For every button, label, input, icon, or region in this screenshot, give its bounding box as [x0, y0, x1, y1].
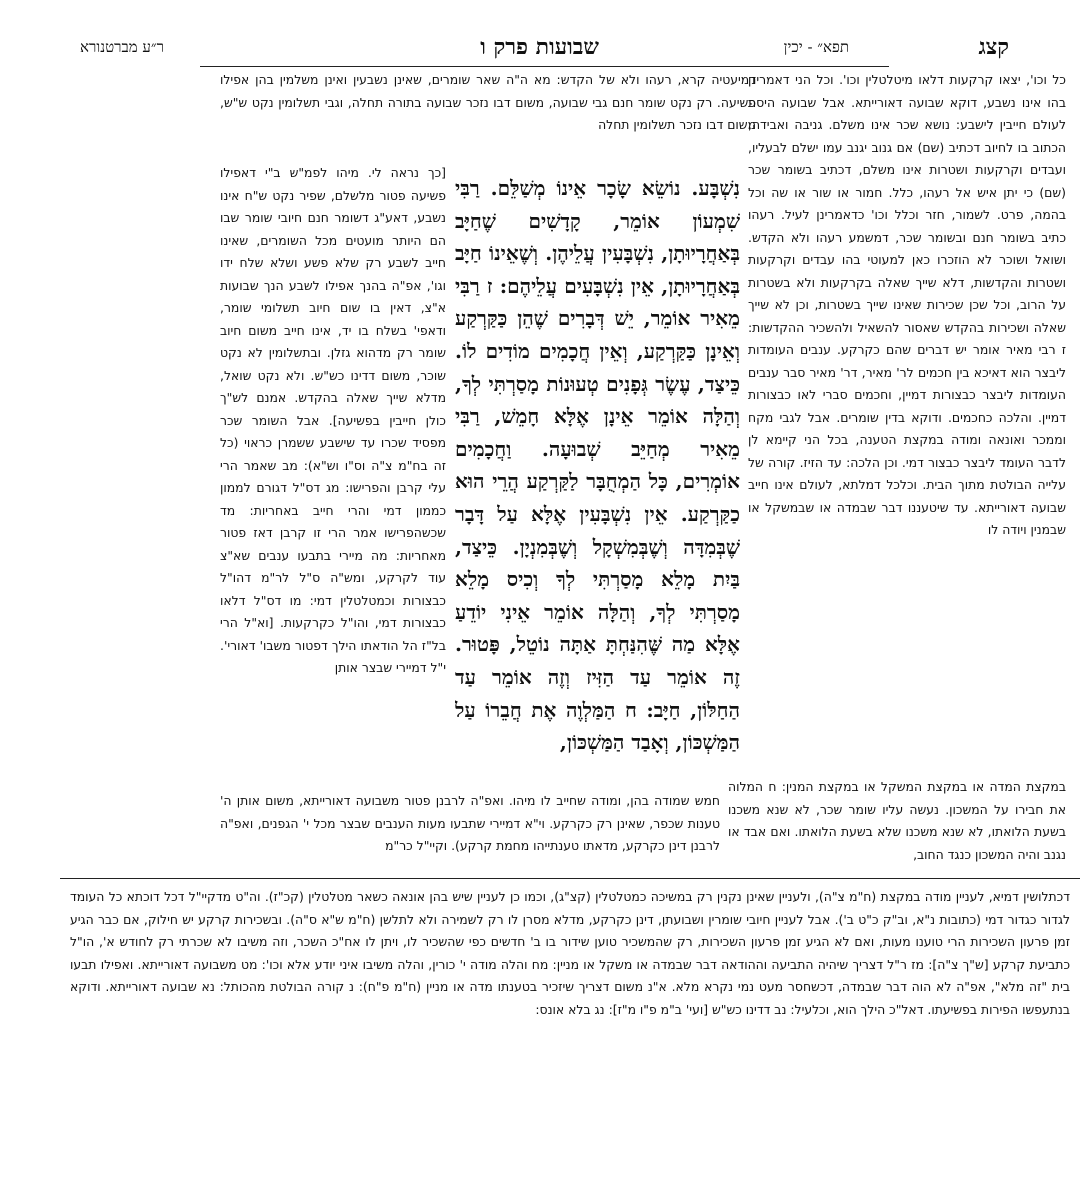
tiferet-yisrael-commentary	[220, 162, 446, 790]
bartenura-continuation	[728, 776, 1066, 876]
mishnah-text-block	[455, 172, 740, 784]
commentator-title: ר״ע מברטנורא	[80, 38, 164, 56]
commentary-title: תפא״ - יכין	[783, 38, 849, 56]
bartenura-commentary	[748, 69, 1066, 790]
tiferet-yisrael-continuation-text: חמש שמודה בהן, ומודה שחייב לו מיהו. ואפ"ה לרבנן פטור משבועה דאורייתא, משום אותן ה' טענות שכפר, שאינן רק כקרקע. וי"א דמיירי שתבעו מעות הענבים שבצר מכל י' הגפנים, ואפ"ה לרבנן דינן כקרקע, מדאתו טענתייהו מחמת קרקע). וקיי"ל כר"מ	[220, 793, 720, 853]
footer-text: דכתלושין דמיא, לעניין מודה במקצת (ח"מ צ"ה), ולעניין שאינן נקנין רק במשיכה כמטלטלין (קצ"ג), וכמו כן לעניין שיש בהן אונאה כשאר מטלטלין (קכ"ז). וה"ט מדקיי"ל דכל דוכתא כל העומד לגדור כגדור דמי (כתובות נ"א, וב"ק כ"ט ב'). אבל לעניין חיובי שומרין ושבועתן, דינן כקרקע, מדלא מסרן לו רק לשמירה ולא לתלשן (ח"מ ש"א ס"ה). ובשכירות קרקע יש חילוק, אם כבר הגיע זמן פרעון השכירות הרי טוענו מעות, ואם לא הגיע זמן פרעון השכירות, רק שהמשכיר טוען שידור בו ב' חדשים כפי שהשכיר לו, ויתן לו אח"כ השכר, וזה משיבו לא שכרתי רק לחודש א', הו"ל כתביעת קרקע [ש"ך צ"ה]: מז ר"ל דצריך שיהיה התביעה וההודאה דבר שבמדה או משקל או מניין: מח והלה מודה י' כורין, והלה משיבו איני יודע אלא וכו': מט משבועה דאורייתא. ואפילו תבעו בית "זה מלא", אפ"ה לא הוה דבר שבמדה, דכשחסר מעט נמי נקרא מלא. א"נ משום דצריך שיזכיר בטענתו מדה או מניין (ח"מ פ"ח): נ קורה הבולטת מהכותל: נא שבועה דאורייתא. ודוקא בנתעפשו הפירות בפשיעתו. דאל"כ הילך הוא, וכלעיל: נב דדינו כש"ש [ועי' ב"מ פ"ו מ"ז]: נג בלא אונס:	[70, 889, 1070, 1017]
chapter-title: שבועות פרק ו	[480, 34, 599, 60]
section-divider	[60, 878, 1080, 879]
bartenura-text: כל וכו', יצאו קרקעות דלאו מיטלטלין וכו'. וכל הני דאמרינן בהו אינו נשבע, דוקא שבועה דאורייתא. אבל שבועה היסת לעולם חייבין לישבע: נושא שכר אינו משלם. גניבה ואבידה, הכתוב בו לחיוב דכתיב (שם) אם גנוב יגנב עמו ישלם לבעליו, ועבדים וקרקעות ושטרות אינו משלם, דכתיב בשומר שכר (שם) כי יתן איש אל רעהו, כלל. חמור או שור או שה וכל בהמה, פרט. לשמור, חזר וכלל וכו' כדאמרינן לעיל. רעהו כתיב בשומר חנם ובשומר שכר, דמשמע רעהו ולא הקדש. ושואל ושוכר לא הוזכרו כאן למעוטי בהו עבדים וקרקעות ושטרות והקדשות, דלא שייך שאלה בקרקעות ולא בשטרות על הרוב, וכל שכן שכירות שאינו שייך בשטרות, וכן לא שייך שאלה ושכירות בהקדש שאסור להשאיל ולהשכיר ההקדשות: ז רבי מאיר אומר יש דברים שהם כקרקע. ענבים העומדות ליבצר הוא דאיכא בין חכמים לר' מאיר, דר' מאיר סבר ענבים העומדות ליבצר כבצורות דמיין, וחכמים סברי לאו כבצורות דמיין. והלכה כחכמים. ודוקא בדין שומרים. אבל לגבי מקח וממכר ואונאה ומודה במקצת הטענה, בכל הני קיימא לן לדבר העומד ליבצר כבצור דמי. וכן הלכה: עד הזיז. קורה של עלייה הבולטת מתוך הבית. וכלכל דמלתא, לעולם אינו חייב שבועה דאורייתא. עד שיטעננו דבר שבמדה או שבמשקל או שבמנין ויודה לו	[748, 72, 1066, 537]
page-header	[80, 30, 1009, 67]
tiferet-yisrael-top-text: דמיעטיה קרא, רעהו ולא של הקדש: מא ה"ה שאר שומרים, שאינן נשבעין ואינן משלמין בהן אפילו פשיעה. רק נקט שומר חנם גבי שבועה, משום דבו נזכר שבועה בתורה תחלה, וגבי תשלומין נקט ש"ש, משום דבו נזכר תשלומין תחלה	[220, 72, 756, 132]
tiferet-yisrael-top	[220, 69, 756, 161]
tiferet-yisrael-text: [כך נראה לי. מיהו לפמ"ש ב"י דאפילו פשיעה פטור מלשלם, שפיר נקט ש"ח אינו נשבע, דאע"ג דשומר חנם חיובי שומר שבו הם היותר מועטים מכל השומרים, שאינו חייב לשבע רק שלא פשע ושלא שלח ידו וגו', אפ"ה בהנך אפילו לשבע הנך שבועות א"צ, דאין בו שום חיוב תשלומי שומר, ודאפי' בשלח בו יד, אינו חייב משום חיוב שומר רק מדהוא גזלן. ובתשלומין לא נקט שוכר, משום דדינו כש"ש. ולא נקט שואל, מדלא שייך שאלה בהקדש. אמנם לש"ך כולן חייבין בפשיעה]. אבל השומר שכר מפסיד שכרו עד שישבע ששמרן כראוי (כל זה בח"מ צ"ה וס"ו וש"א): מב שאמר הרי עלי קרבן והפרישו: מג דס"ל דגורם לממון כממון דמי והרי חייב באחריות: מד שכשהפרישו אמר הרי זו קרבן דאז פטור מאחריות: מה מיירי בתבעו ענבים שא"צ עוד לקרקע, ומש"ה ס"ל לר"מ דהו"ל כבצורות וכמטלטלין דמי: מו דס"ל דלאו כבצורות דמי, והו"ל כקרקעות. [וא"ל הרי בל"ז הל הודאתו הילך דפטור משבו' דאורי'. י"ל דמיירי שבצר אותן	[220, 165, 446, 675]
tiferet-yisrael-continuation	[220, 790, 720, 890]
mishnah-text: נִשְׁבָּע. נוֹשֵׂא שָׂכָר אֵינוֹ מְשַׁלֵּם. רַבִּי שִׁמְעוֹן אוֹמֵר, קָדָשִׁים שֶׁחַיָּב בְּאַחֲרָיוּתָן, נִשְׁבָּעִין עֲלֵיהֶן. וְשֶׁאֵינוֹ חַיָּב בְּאַחֲרָיוּתָן, אֵין נִשְׁבָּעִים עֲלֵיהֶם: ז רַבִּי מֵאִיר אוֹמֵר, יֵשׁ דְּבָרִים שֶׁהֵן כַּקַּרְקַע וְאֵינָן כַּקַּרְקַע, וְאֵין חֲכָמִים מוֹדִים לוֹ. כֵּיצַד, עֶשֶׂר גְּפָנִים טְעוּנוֹת מָסַרְתִּי לְךָ, וְהַלָּה אוֹמֵר אֵינָן אֶלָּא חָמֵשׁ, רַבִּי מֵאִיר מְחַיֵּב שְׁבוּעָה. וַחֲכָמִים אוֹמְרִים, כָּל הַמְחֻבָּר לַקַּרְקַע הֲרֵי הוּא כַקַּרְקַע. אֵין נִשְׁבָּעִין אֶלָּא עַל דָּבָר שֶׁבְּמִדָּה וְשֶׁבְּמִשְׁקָל וְשֶׁבְּמִנְיָן. כֵּיצַד, בַּיִת מָלֵא מָסַרְתִּי לְךָ וְכִיס מָלֵא מָסַרְתִּי לְךָ, וְהַלָּה אוֹמֵר אֵינִי יוֹדֵעַ אֶלָּא מַה שֶּׁהִנַּחְתָּ אַתָּה נוֹטֵל, פָּטוּר. זֶה אוֹמֵר עַד הַזִּיז וְזֶה אוֹמֵר עַד הַחַלּוֹן, חַיָּב: ח הַמַּלְוֶה אֶת חֲבֵרוֹ עַל הַמַּשְׁכּוֹן, וְאָבַד הַמַּשְׁכּוֹן,	[455, 176, 740, 755]
page-number: קצג	[978, 34, 1009, 60]
footer-commentary	[70, 886, 1070, 1021]
bartenura-continuation-text: במקצת המדה או במקצת המשקל או במקצת המנין: ח המלוה את חבירו על המשכון. נעשה עליו שומר שכר, לא שנא משכנו בשעת הלואתו, לא שנא משכנו שלא בשעת הלואתו. ואם אבד או נגנב והיה המשכון כנגד החוב,	[728, 779, 1066, 862]
